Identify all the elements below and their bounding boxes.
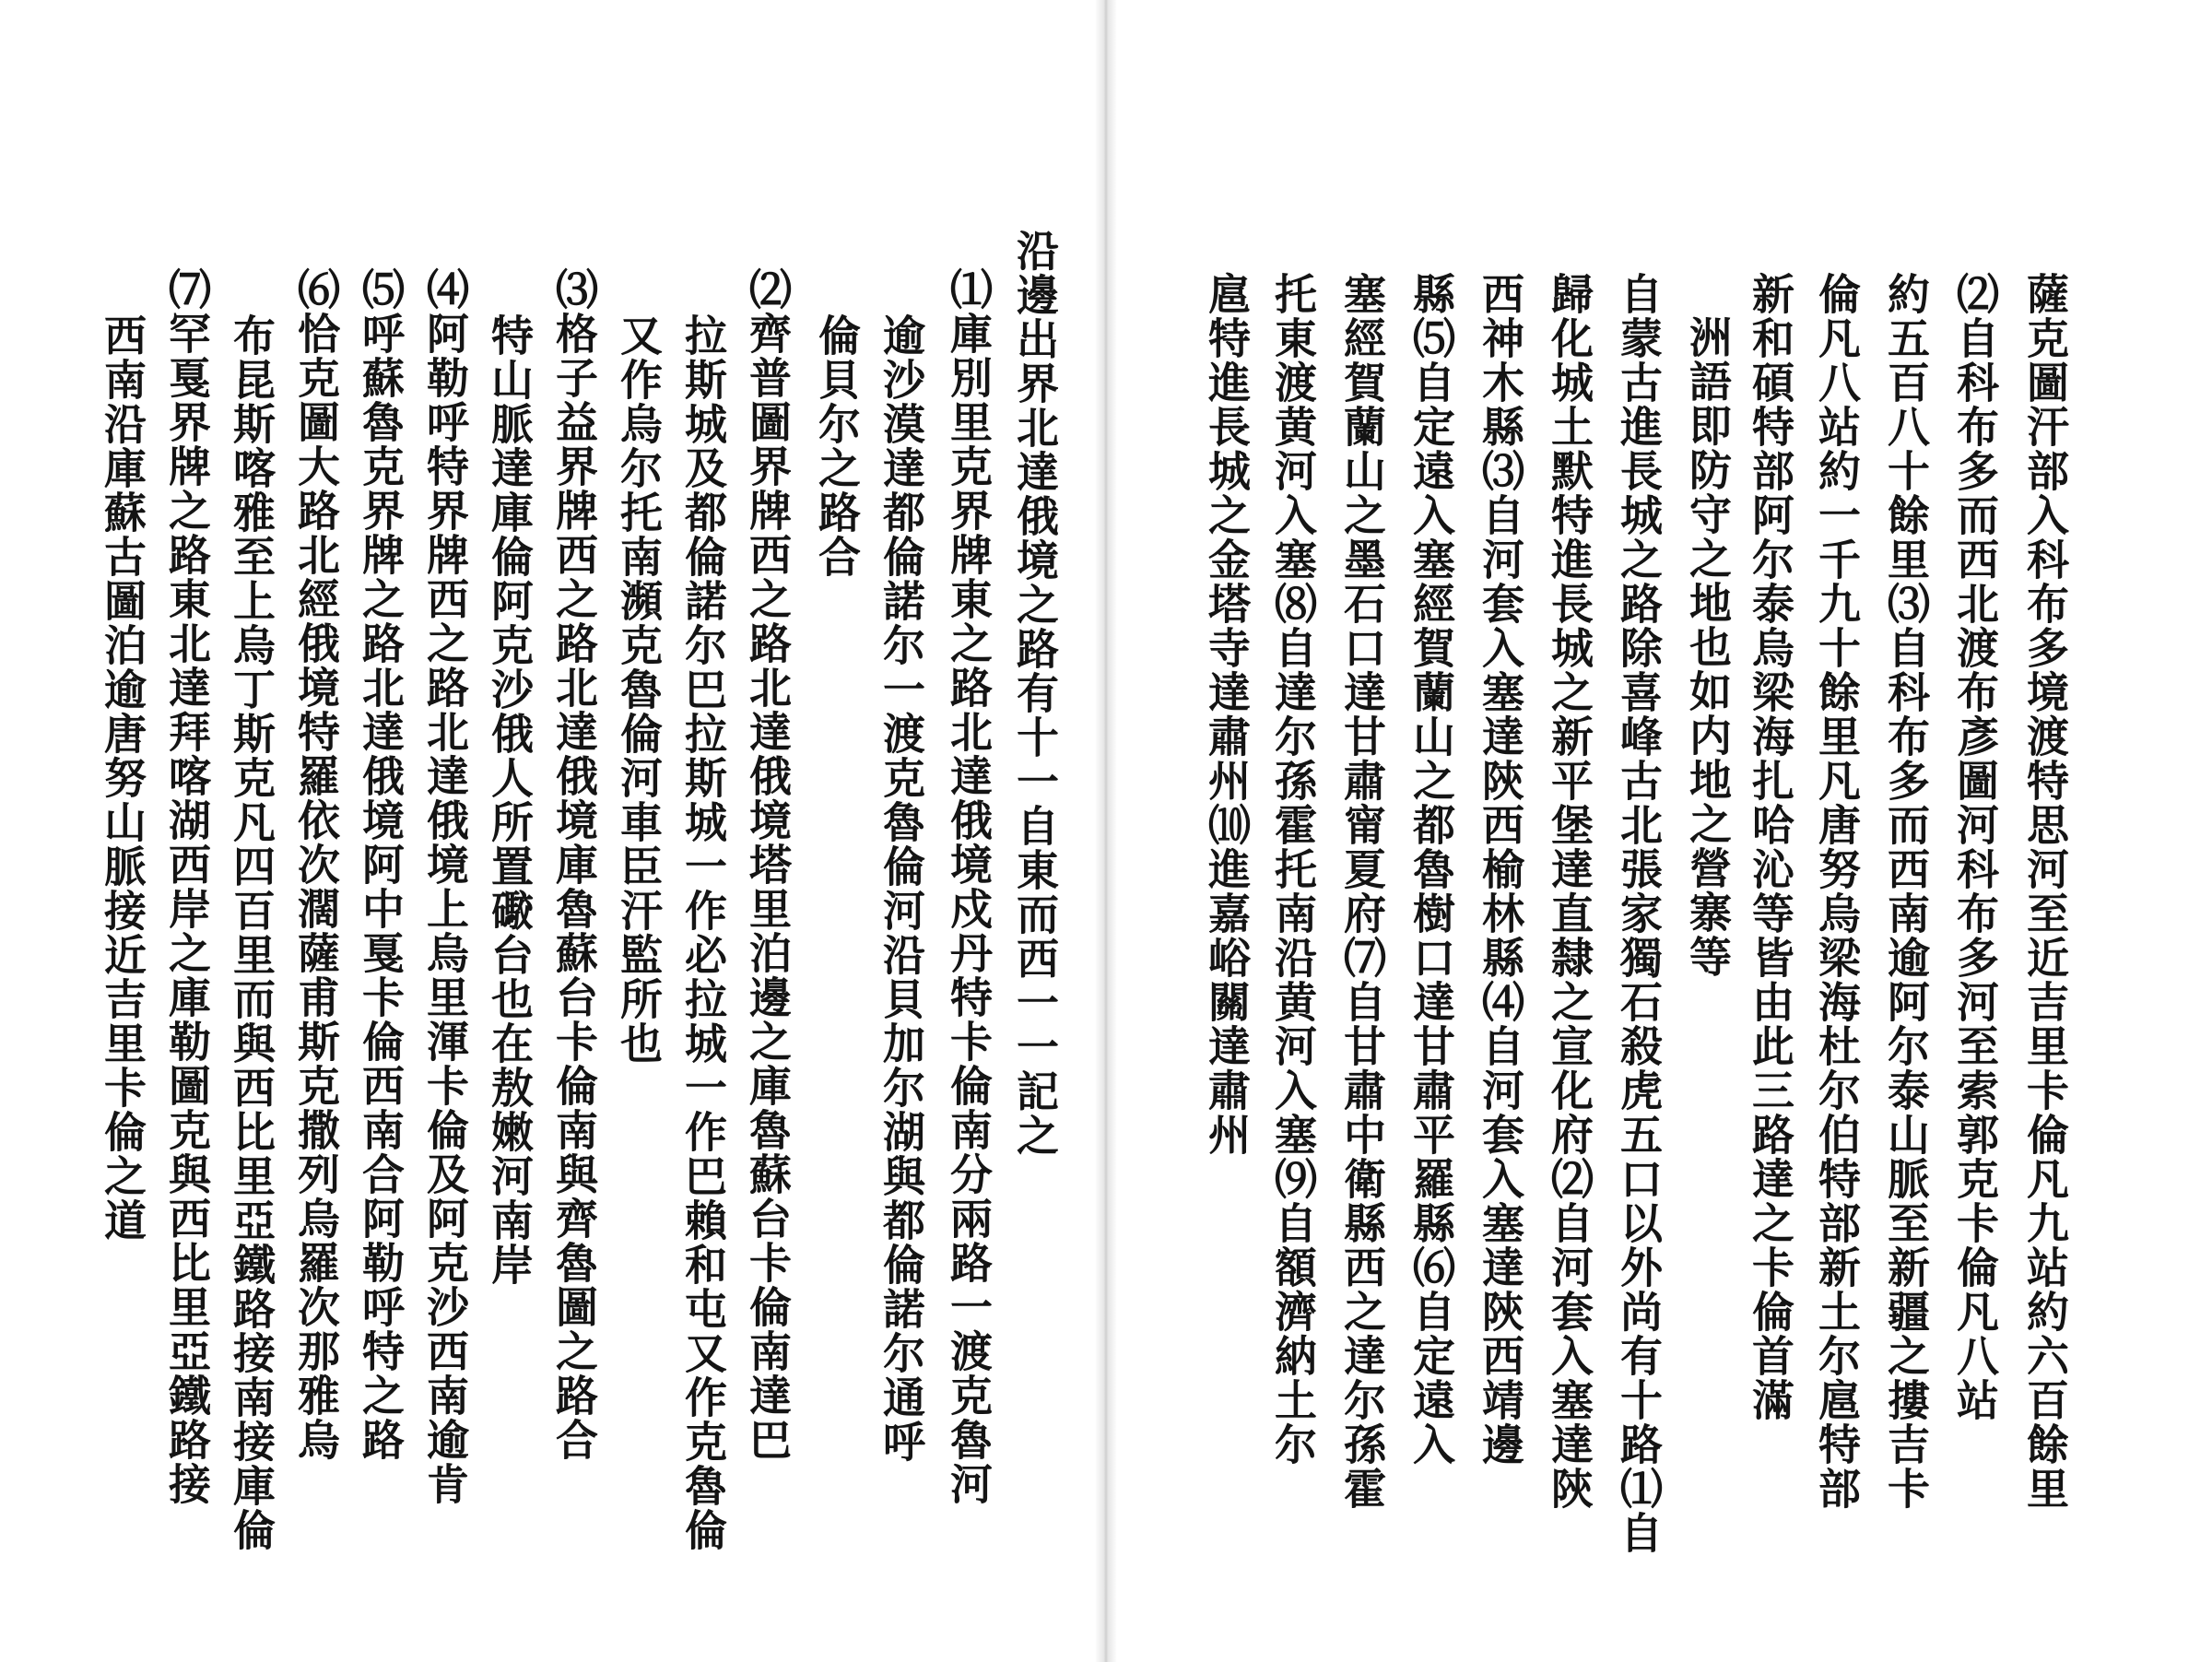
text-column: 新和碩特部阿尔泰烏梁海扎哈沁等皆由此三路達之卡倫首滿 — [1746, 272, 1795, 1422]
text-column: ⑺罕戛界牌之路東北達拜喀湖西岸之庫勒圖克與西比里亞鐵路接 — [162, 267, 212, 1506]
text-column: 又作烏尔托南瀕克魯倫河車臣汗監所也 — [614, 313, 664, 1066]
text-column: 扈特進長城之金塔寺達肅州⑽進嘉峪關達肅州 — [1202, 272, 1252, 1157]
text-column: 逾沙漠達都倫諾尔一渡克魯倫河沿貝加尔湖與都倫諾尔通呼 — [877, 313, 926, 1464]
text-column: 約五百八十餘里⑶自科布多而西南逾阿尔泰山脈至新疆之摟吉卡 — [1881, 272, 1931, 1511]
text-column: 布昆斯喀雅至上烏丁斯克凡四百里而與西比里亞鐵路接南接庫倫 — [227, 313, 276, 1552]
text-column: 西神木縣⑶自河套入塞達陝西榆林縣⑷自河套入塞達陝西靖邊 — [1476, 272, 1525, 1467]
text-column: ⑹恰克圖大路北經俄境特羅依次濶薩甫斯克撒列烏羅次那雅烏 — [291, 267, 341, 1462]
text-column: 拉斯城及都倫諾尔巴拉斯城一作必拉城一作巴賴和屯又作克魯倫 — [678, 313, 728, 1552]
text-column: 特山脈達庫倫阿克沙俄人所置礮台也在敖嫩河南岸 — [485, 313, 535, 1287]
text-column: 塞經賀蘭山之墨石口達甘肅甯夏府⑺自甘肅中衛縣西之達尔孫霍 — [1337, 272, 1387, 1511]
text-column: ⑵齊普圖界牌西之路北達俄境塔里泊邊之庫魯蘇台卡倫南達巴 — [743, 267, 793, 1462]
text-column: ⑴庫別里克界牌東之路北達俄境戍丹特卡倫南分兩路一渡克魯河 — [944, 267, 994, 1506]
text-column: 倫凡八站約一千九十餘里凡唐努烏梁海杜尔伯特部新土尔扈特部 — [1812, 272, 1862, 1511]
text-column: ⑸呼蘇魯克界牌之路北達俄境阿中戛卡倫西南合阿勒呼特之路 — [356, 267, 406, 1462]
text-column: 歸化城土默特進長城之新平堡達直隸之宣化府⑵自河套入塞達陝 — [1545, 272, 1594, 1511]
text-column: 洲語即防守之地也如内地之營寨等 — [1683, 315, 1733, 979]
text-column: 沿邊出界北達俄境之路有十一自東而西一一記之 — [1010, 229, 1060, 1158]
text-column: 縣⑸自定遠入塞經賀蘭山之都魯樹口達甘肅平羅縣⑹自定遠入 — [1406, 272, 1456, 1467]
text-column: ⑵自科布多而西北渡布彥圖河科布多河至索郭克卡倫凡八站 — [1950, 272, 2000, 1422]
book-gutter — [1095, 0, 1117, 1662]
text-column: 自蒙古進長城之路除喜峰古北張家獨石殺虎五口以外尚有十路⑴自 — [1614, 272, 1664, 1555]
text-column: 倫貝尔之路合 — [812, 313, 862, 579]
text-column: ⑷阿勒呼特界牌西之路北達俄境上烏里渾卡倫及阿克沙西南逾肯 — [420, 267, 470, 1506]
text-column: 西南沿庫蘇古圖泊逾唐努山脈接近吉里卡倫之道 — [98, 313, 147, 1243]
text-column: 薩克圖汗部入科布多境渡特思河至近吉里卡倫凡九站約六百餘里 — [2020, 272, 2070, 1511]
text-column: ⑶格子益界牌西之路北達俄境庫魯蘇台卡倫南與齊魯圖之路合 — [549, 267, 599, 1462]
text-column: 托東渡黄河入塞⑻自達尔孫霍托南沿黄河入塞⑼自額濟納土尔 — [1268, 272, 1318, 1467]
